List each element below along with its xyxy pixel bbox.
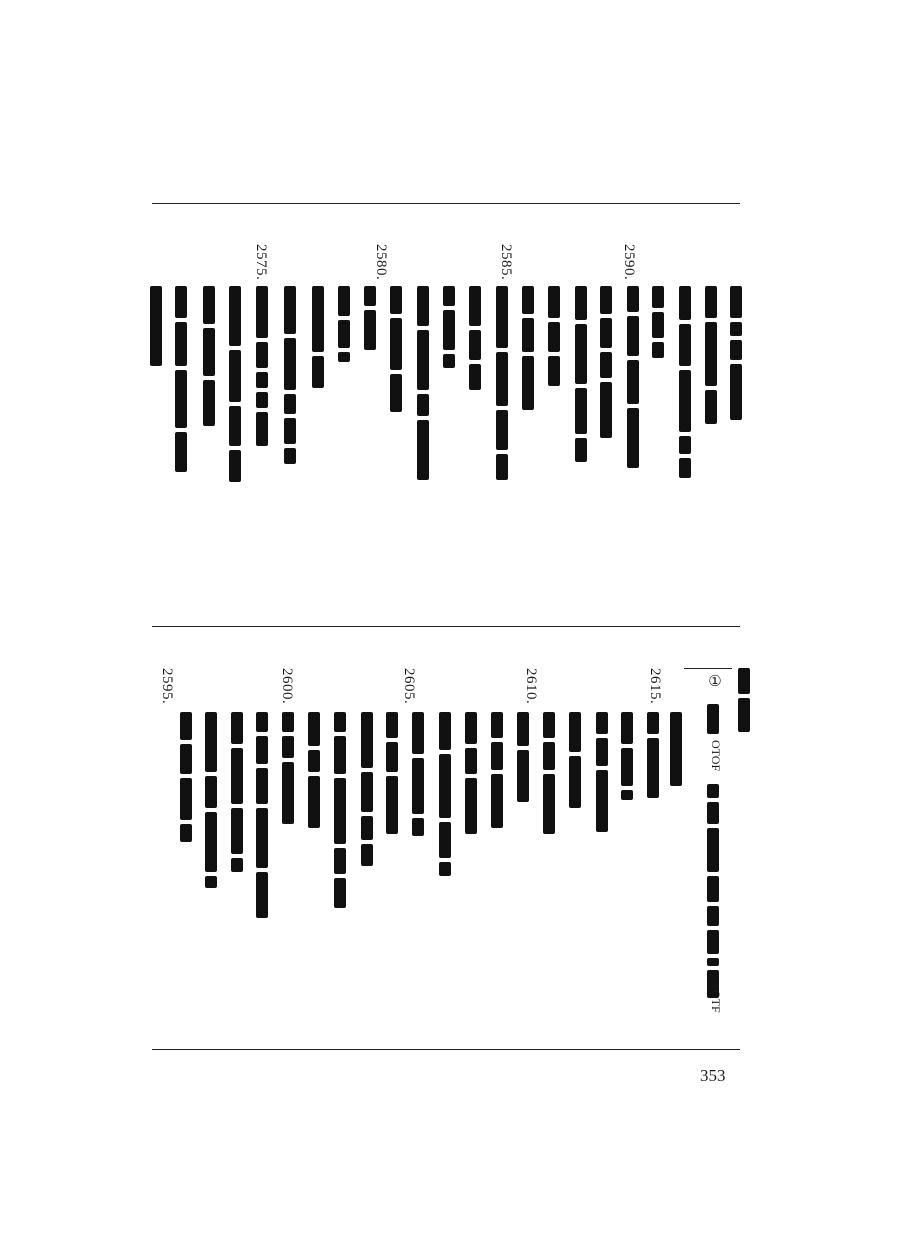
script-column <box>150 286 162 366</box>
script-column <box>284 286 296 464</box>
script-column <box>705 286 717 424</box>
footnote-latin-otf: OTF <box>709 990 723 1013</box>
footnote-script <box>707 784 719 998</box>
footnote-separator <box>684 668 732 669</box>
script-column <box>312 286 324 388</box>
script-column <box>361 712 373 866</box>
script-column <box>338 286 350 362</box>
line-number-2610: 2610. <box>523 668 539 705</box>
line-number-2575: 2575. <box>253 244 269 281</box>
footnote-marker: ① <box>706 672 724 690</box>
script-column <box>334 712 346 908</box>
line-number-2595: 2595. <box>159 668 175 705</box>
script-column <box>575 286 587 462</box>
script-column <box>175 286 187 472</box>
script-column <box>390 286 402 412</box>
script-column <box>386 712 398 834</box>
script-column <box>443 286 455 368</box>
script-column <box>600 286 612 438</box>
line-number-2600: 2600. <box>279 668 295 705</box>
script-column <box>417 286 429 480</box>
line-number-2585: 2585. <box>498 244 514 281</box>
middle-rule <box>152 626 740 627</box>
page-number: 353 <box>700 1066 726 1085</box>
script-column <box>308 712 320 828</box>
footnote-latin-otof: OTOF <box>709 740 723 772</box>
script-column <box>465 712 477 834</box>
script-column <box>670 712 682 786</box>
line-number-2605: 2605. <box>401 668 417 705</box>
line-number-2615: 2615. <box>647 668 663 705</box>
line-number-2580: 2580. <box>373 244 389 281</box>
script-column <box>203 286 215 426</box>
script-column <box>652 286 664 358</box>
script-column <box>439 712 451 876</box>
footnote-script <box>707 704 719 734</box>
script-column <box>256 712 268 918</box>
script-column <box>548 286 560 386</box>
script-column <box>730 286 742 420</box>
script-column <box>256 286 268 446</box>
script-column <box>469 286 481 390</box>
script-column <box>364 286 376 350</box>
script-column <box>522 286 534 410</box>
top-rule <box>152 203 740 204</box>
script-column <box>491 712 503 828</box>
script-column <box>412 712 424 836</box>
script-column <box>627 286 639 468</box>
script-column <box>231 712 243 872</box>
script-column <box>496 286 508 480</box>
script-column <box>621 712 633 800</box>
script-column <box>282 712 294 824</box>
script-column <box>738 668 750 732</box>
script-column <box>647 712 659 798</box>
script-column <box>543 712 555 834</box>
script-column <box>569 712 581 808</box>
script-column <box>205 712 217 888</box>
script-column <box>229 286 241 482</box>
bottom-rule <box>152 1049 740 1050</box>
script-column <box>679 286 691 478</box>
script-column <box>596 712 608 832</box>
script-column <box>180 712 192 842</box>
script-column <box>517 712 529 802</box>
line-number-2590: 2590. <box>621 244 637 281</box>
